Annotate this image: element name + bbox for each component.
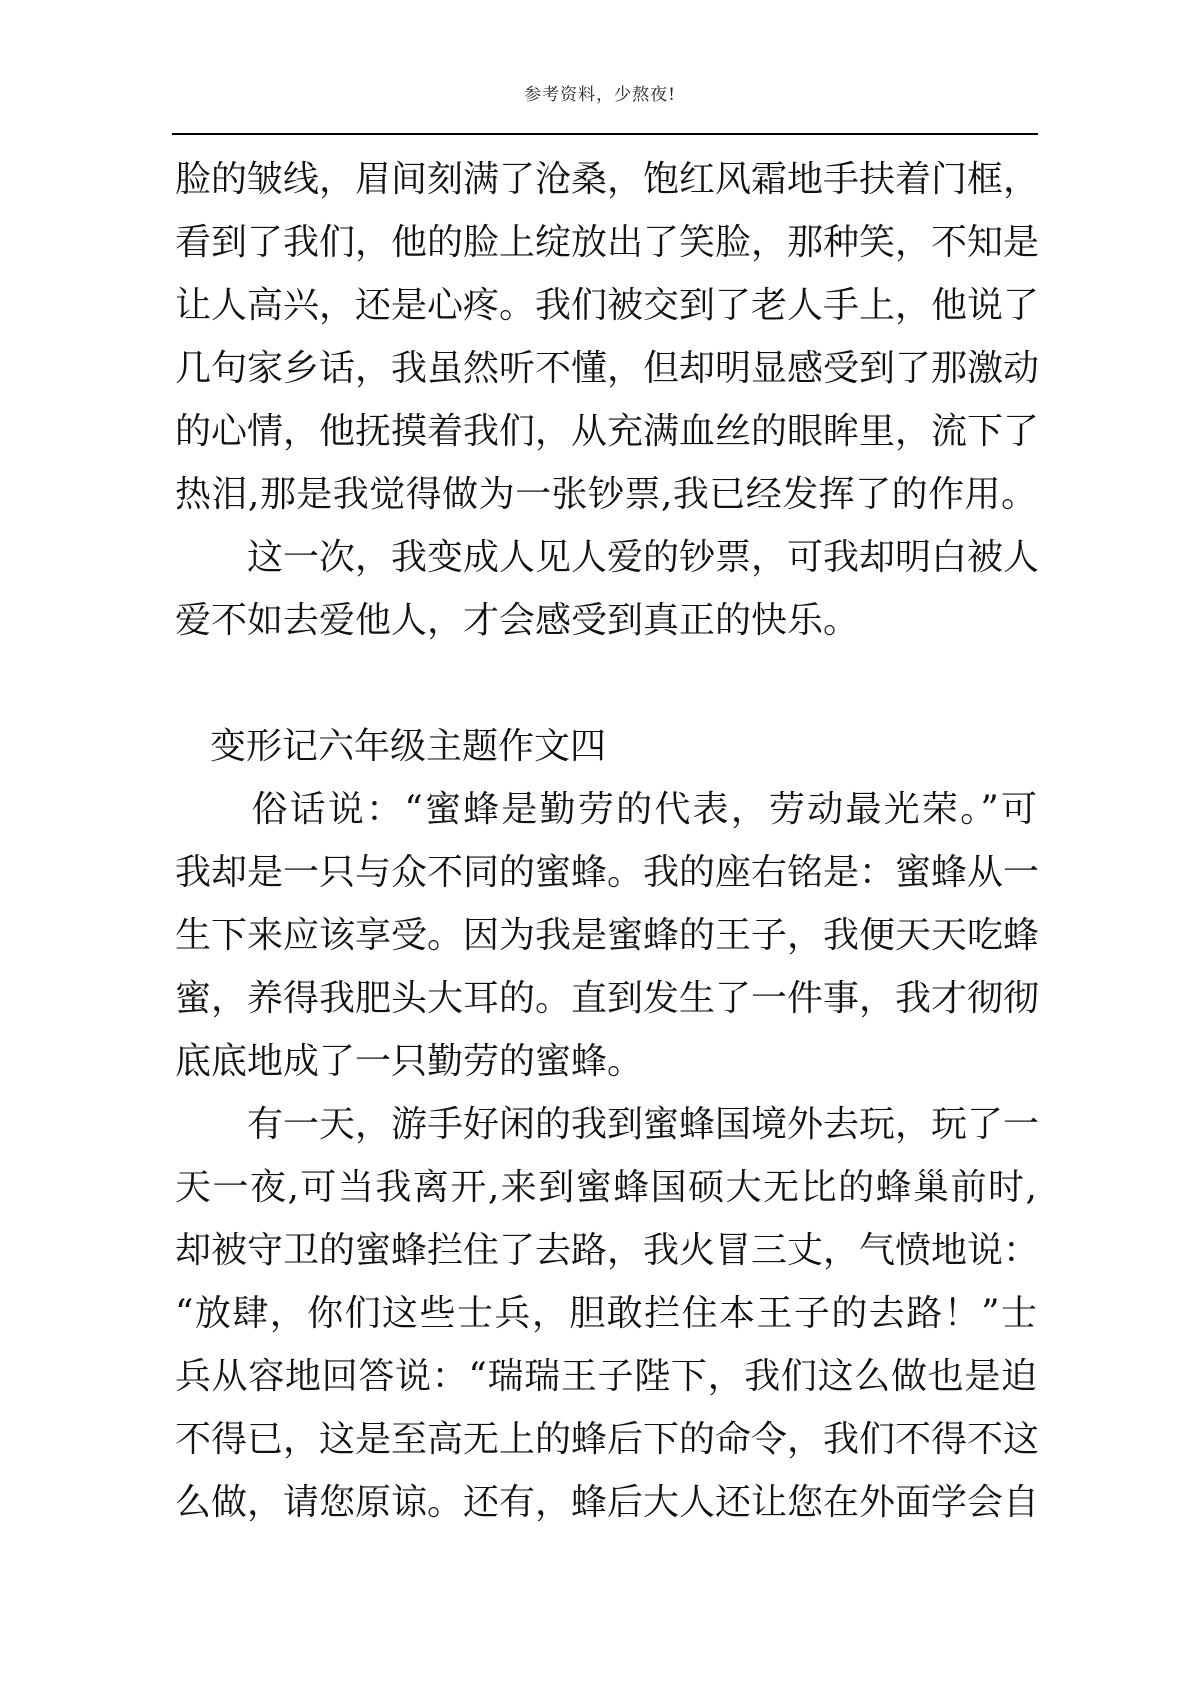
- text-line: 底底地成了一只勤劳的蜜蜂。: [175, 1041, 644, 1082]
- text-line: 俗话说：“蜜蜂是勤劳的代表，劳动最光荣。”可: [175, 789, 1037, 830]
- text-line: 热泪,那是我觉得做为一张钞票,我已经发挥了的作用。: [175, 474, 1037, 515]
- text-line: 兵从容地回答说：“瑞瑞王子陛下，我们这么做也是迫: [175, 1356, 1037, 1397]
- text-line: 的心情，他抚摸着我们，从充满血丝的眼眸里，流下了: [175, 411, 1040, 452]
- text-line: 脸的皱线，眉间刻满了沧桑，饱红风霜地手扶着门框，: [175, 159, 1040, 200]
- text-line: 这一次，我变成人见人爱的钞票，可我却明白被人: [175, 537, 1040, 578]
- text-line: 看到了我们，他的脸上绽放出了笑脸，那种笑，不知是: [175, 222, 1040, 263]
- text-line: 有一天，游手好闲的我到蜜蜂国境外去玩，玩了一: [175, 1104, 1040, 1145]
- paragraph-gap: [175, 652, 1037, 715]
- text-line: 爱不如去爱他人，才会感受到真正的快乐。: [175, 600, 860, 641]
- text-line: 却被守卫的蜜蜂拦住了去路，我火冒三丈，气愤地说：: [175, 1230, 1040, 1271]
- text-line: 生下来应该享受。因为我是蜜蜂的王子，我便天天吃蜂: [175, 915, 1040, 956]
- text-line: 么做，请您原谅。还有，蜂后大人还让您在外面学会自: [175, 1482, 1040, 1523]
- section-heading: 变形记六年级主题作文四: [210, 726, 607, 767]
- text-line: 蜜，养得我肥头大耳的。直到发生了一件事，我才彻彻: [175, 978, 1040, 1019]
- text-line: 我却是一只与众不同的蜜蜂。我的座右铭是：蜜蜂从一: [175, 852, 1040, 893]
- text-line: 天一夜,可当我离开,来到蜜蜂国硕大无比的蜂巢前时,: [175, 1167, 1037, 1208]
- document-body: [175, 148, 1040, 1534]
- text-line: 让人高兴，还是心疼。我们被交到了老人手上，他说了: [175, 285, 1040, 326]
- text-line: “放肆，你们这些士兵，胆敢拦住本王子的去路！”士: [175, 1293, 1037, 1334]
- text-line: 几句家乡话，我虽然听不懂，但却明显感受到了那激动: [175, 348, 1040, 389]
- page-header: 参考资料，少熬夜!: [524, 85, 676, 105]
- header-divider: [172, 133, 1038, 135]
- text-line: 不得已，这是至高无上的蜂后下的命令，我们不得不这: [175, 1419, 1040, 1460]
